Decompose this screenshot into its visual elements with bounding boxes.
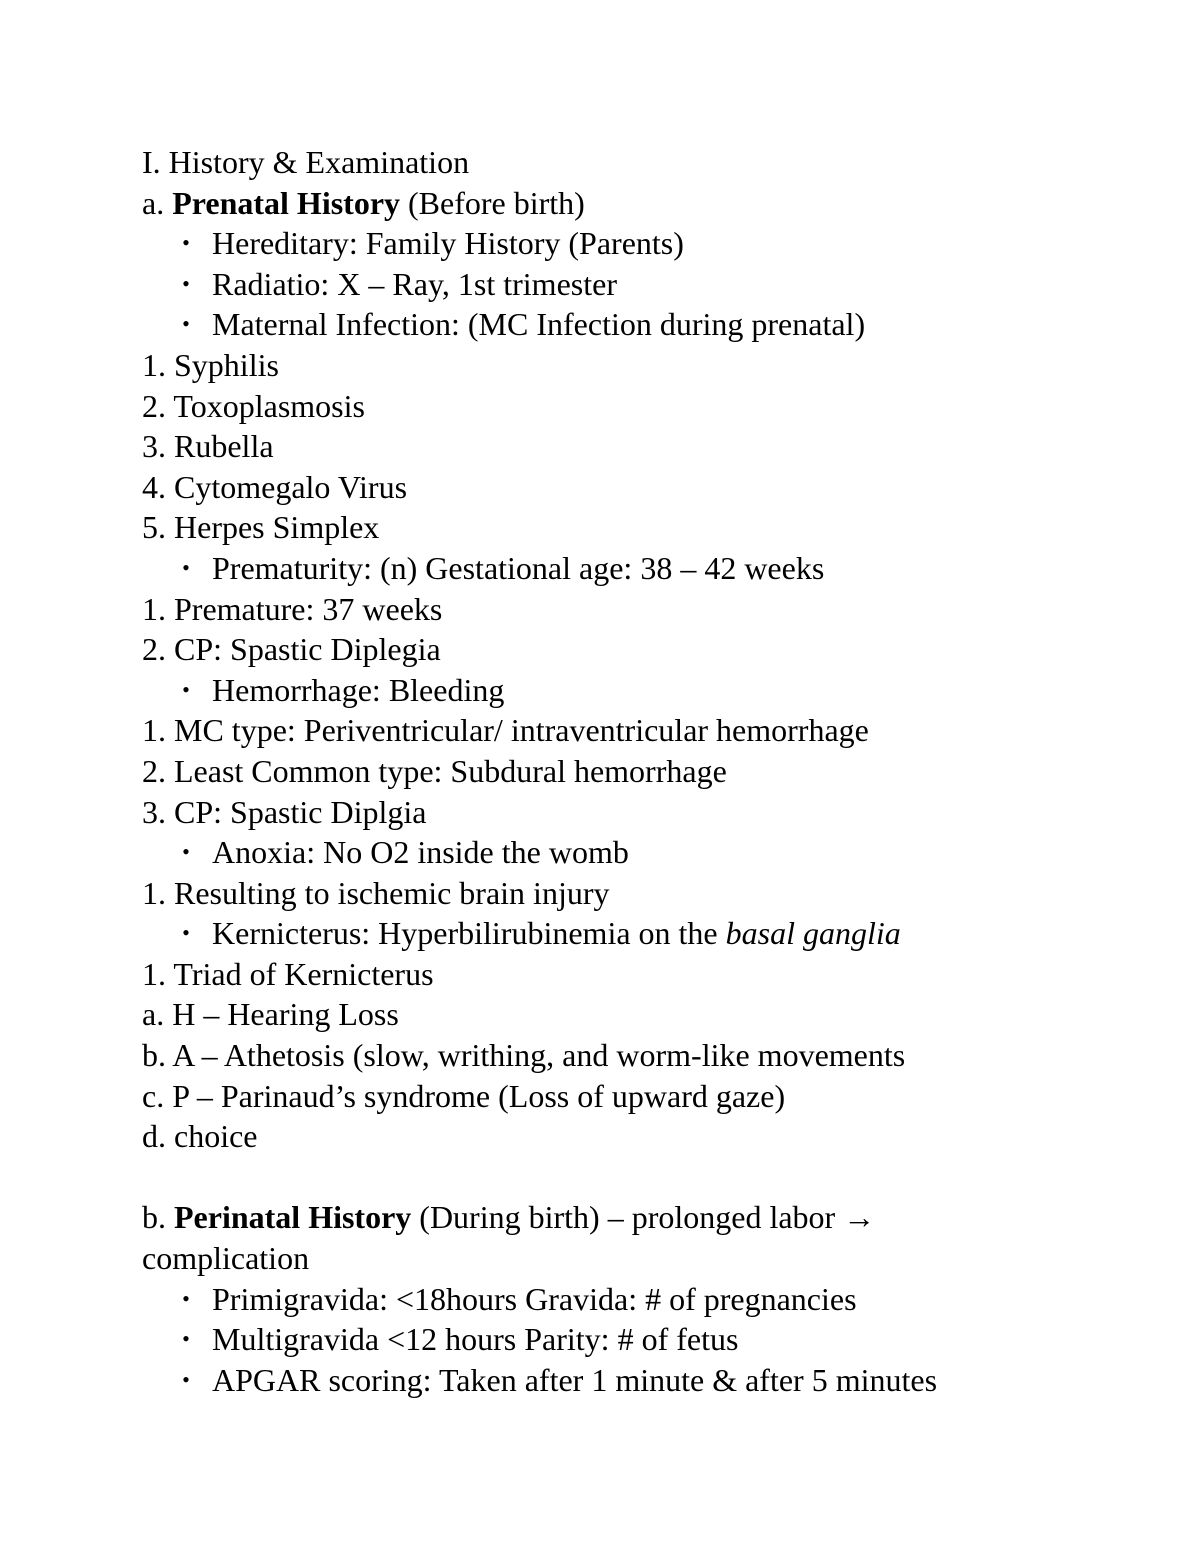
list-item-infection: 3. Rubella	[142, 428, 274, 465]
section-heading: I. History & Examination	[142, 144, 470, 180]
bullet-text: Primigravida: <18hours Gravida: # of pregnancies	[212, 1280, 857, 1317]
bullet-text: Anoxia: No O2 inside the womb	[212, 834, 629, 871]
list-item-infection: 5. Herpes Simplex	[142, 509, 380, 546]
perinatal-prefix: b.	[142, 1199, 174, 1236]
bullet-icon: •	[182, 676, 190, 702]
list-item-anoxia: 1. Resulting to ischemic brain injury	[142, 874, 610, 911]
list-item-infection: 2. Toxoplasmosis	[142, 387, 365, 424]
list-item-hemorrhage: 2. Least Common type: Subdural hemorrhage	[142, 752, 727, 789]
list-item-prematurity: 2. CP: Spastic Diplegia	[142, 631, 441, 668]
bullet-icon: •	[182, 230, 190, 256]
perinatal-history-heading	[142, 1197, 1042, 1278]
prenatal-prefix: a.	[142, 184, 173, 221]
bullet-icon: •	[182, 270, 190, 296]
list-item-infection: 1. Syphilis	[142, 346, 279, 383]
bullet-icon: •	[182, 311, 190, 337]
bullet-apgar	[142, 1360, 1042, 1401]
list-item-kernicterus: d. choice	[142, 1118, 258, 1155]
bullet-prematurity	[142, 548, 1042, 589]
list-item-hemorrhage: 3. CP: Spastic Diplgia	[142, 793, 427, 830]
list-item-infection: 4. Cytomegalo Virus	[142, 468, 408, 505]
perinatal-title: Perinatal History	[174, 1199, 412, 1236]
bullet-primigravida	[142, 1279, 1042, 1320]
perinatal-note: (During birth) – prolonged labor → complication	[142, 1199, 876, 1277]
bullet-hemorrhage	[142, 670, 1042, 711]
list-item-prematurity: 1. Premature: 37 weeks	[142, 590, 443, 627]
bullet-text: Kernicterus: Hyperbilirubinemia on the	[212, 915, 726, 952]
bullet-text: Hereditary: Family History (Parents)	[212, 225, 684, 262]
bullet-icon: •	[182, 554, 190, 580]
bullet-hereditary	[142, 223, 1042, 264]
list-item-kernicterus: 1. Triad of Kernicterus	[142, 955, 434, 992]
bullet-text: Maternal Infection: (MC Infection during prenatal)	[212, 306, 866, 343]
prenatal-note: (Before birth)	[400, 184, 585, 221]
bullet-text-italic: basal ganglia	[725, 915, 901, 952]
bullet-text: Hemorrhage: Bleeding	[212, 671, 505, 708]
list-item-hemorrhage: 1. MC type: Periventricular/ intraventricular hemorrhage	[142, 712, 869, 749]
prenatal-history-heading	[142, 183, 1042, 224]
list-item-kernicterus: b. A – Athetosis (slow, writhing, and worm-like movements	[142, 1037, 906, 1074]
blank-line	[142, 1157, 1042, 1198]
bullet-text: Prematurity: (n) Gestational age: 38 – 42 weeks	[212, 549, 825, 586]
bullet-maternal-infection	[142, 304, 1042, 345]
list-item-kernicterus: c. P – Parinaud’s syndrome (Loss of upward gaze)	[142, 1077, 786, 1114]
bullet-kernicterus	[142, 913, 1042, 954]
bullet-text: APGAR scoring: Taken after 1 minute & after 5 minutes	[212, 1361, 938, 1398]
list-item-kernicterus: a. H – Hearing Loss	[142, 996, 399, 1033]
bullet-text: Radiatio: X – Ray, 1st trimester	[212, 265, 617, 302]
bullet-multigravida	[142, 1319, 1042, 1360]
bullet-icon: •	[182, 1366, 190, 1392]
bullet-radiation	[142, 264, 1042, 305]
bullet-icon: •	[182, 920, 190, 946]
document-body	[142, 142, 1042, 1400]
bullet-icon: •	[182, 1285, 190, 1311]
bullet-anoxia	[142, 832, 1042, 873]
prenatal-title: Prenatal History	[172, 184, 401, 221]
bullet-icon: •	[182, 1326, 190, 1352]
bullet-text: Multigravida <12 hours Parity: # of fetus	[212, 1321, 739, 1358]
bullet-icon: •	[182, 839, 190, 865]
